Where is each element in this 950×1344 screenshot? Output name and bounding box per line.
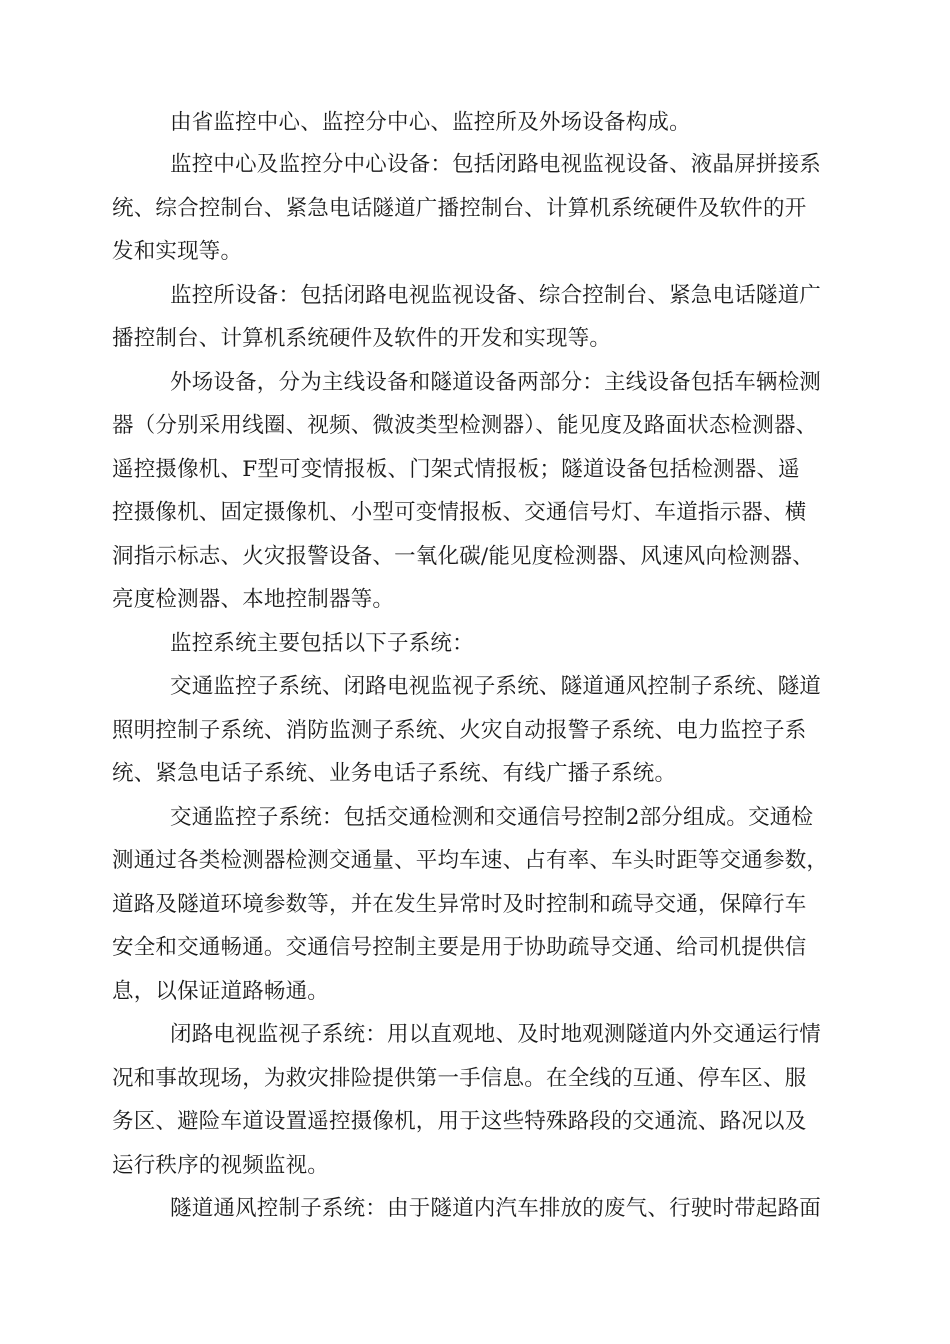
paragraph-line: 运行秩序的视频监视。 <box>112 1153 330 1178</box>
paragraph-line: 监控中心及监控分中心设备：包括闭路电视监视设备、液晶屏拼接系 <box>170 152 822 177</box>
paragraph-line: 务区、避险车道设置遥控摄像机，用于这些特殊路段的交通流、路况以及 <box>112 1109 807 1134</box>
paragraph-line: 遥控摄像机、F型可变情报板、门架式情报板；隧道设备包括检测器、遥 <box>112 457 800 482</box>
paragraph-line: 道路及隧道环境参数等，并在发生异常时及时控制和疏导交通，保障行车 <box>112 892 807 917</box>
paragraph-line: 由省监控中心、监控分中心、监控所及外场设备构成。 <box>170 110 691 135</box>
paragraph-line: 照明控制子系统、消防监测子系统、火灾自动报警子系统、电力监控子系 <box>112 718 807 743</box>
paragraph-line: 发和实现等。 <box>112 239 243 264</box>
paragraph-line: 控摄像机、固定摄像机、小型可变情报板、交通信号灯、车道指示器、横 <box>112 500 807 525</box>
paragraph-line: 安全和交通畅通。交通信号控制主要是用于协助疏导交通、给司机提供信 <box>112 935 807 960</box>
paragraph-line: 监控系统主要包括以下子系统： <box>170 631 474 656</box>
paragraph-line: 况和事故现场，为救灾排险提供第一手信息。在全线的互通、停车区、服 <box>112 1066 807 1091</box>
paragraph-line: 洞指示标志、火灾报警设备、一氧化碳/能见度检测器、风速风向检测器、 <box>112 544 814 569</box>
paragraph-line: 亮度检测器、本地控制器等。 <box>112 587 395 612</box>
paragraph-line: 统、综合控制台、紧急电话隧道广播控制台、计算机系统硬件及软件的开 <box>112 196 807 221</box>
paragraph-line: 闭路电视监视子系统：用以直观地、及时地观测隧道内外交通运行情 <box>170 1022 822 1047</box>
paragraph-line: 器（分别采用线圈、视频、微波类型检测器）、能见度及路面状态检测器、 <box>112 413 818 438</box>
paragraph-line: 息，以保证道路畅通。 <box>112 979 330 1004</box>
paragraph-line: 测通过各类检测器检测交通量、平均车速、占有率、车头时距等交通参数， <box>112 848 829 873</box>
paragraph-line: 隧道通风控制子系统：由于隧道内汽车排放的废气、行驶时带起路面 <box>170 1196 822 1221</box>
paragraph-line: 统、紧急电话子系统、业务电话子系统、有线广播子系统。 <box>112 761 677 786</box>
paragraph-line: 交通监控子系统、闭路电视监视子系统、隧道通风控制子系统、隧道 <box>170 674 822 699</box>
paragraph-line: 监控所设备：包括闭路电视监视设备、综合控制台、紧急电话隧道广 <box>170 283 822 308</box>
paragraph-line: 外场设备，分为主线设备和隧道设备两部分：主线设备包括车辆检测 <box>170 370 822 395</box>
paragraph-line: 交通监控子系统：包括交通检测和交通信号控制2部分组成。交通检 <box>170 805 814 830</box>
paragraph-line: 播控制台、计算机系统硬件及软件的开发和实现等。 <box>112 326 612 351</box>
